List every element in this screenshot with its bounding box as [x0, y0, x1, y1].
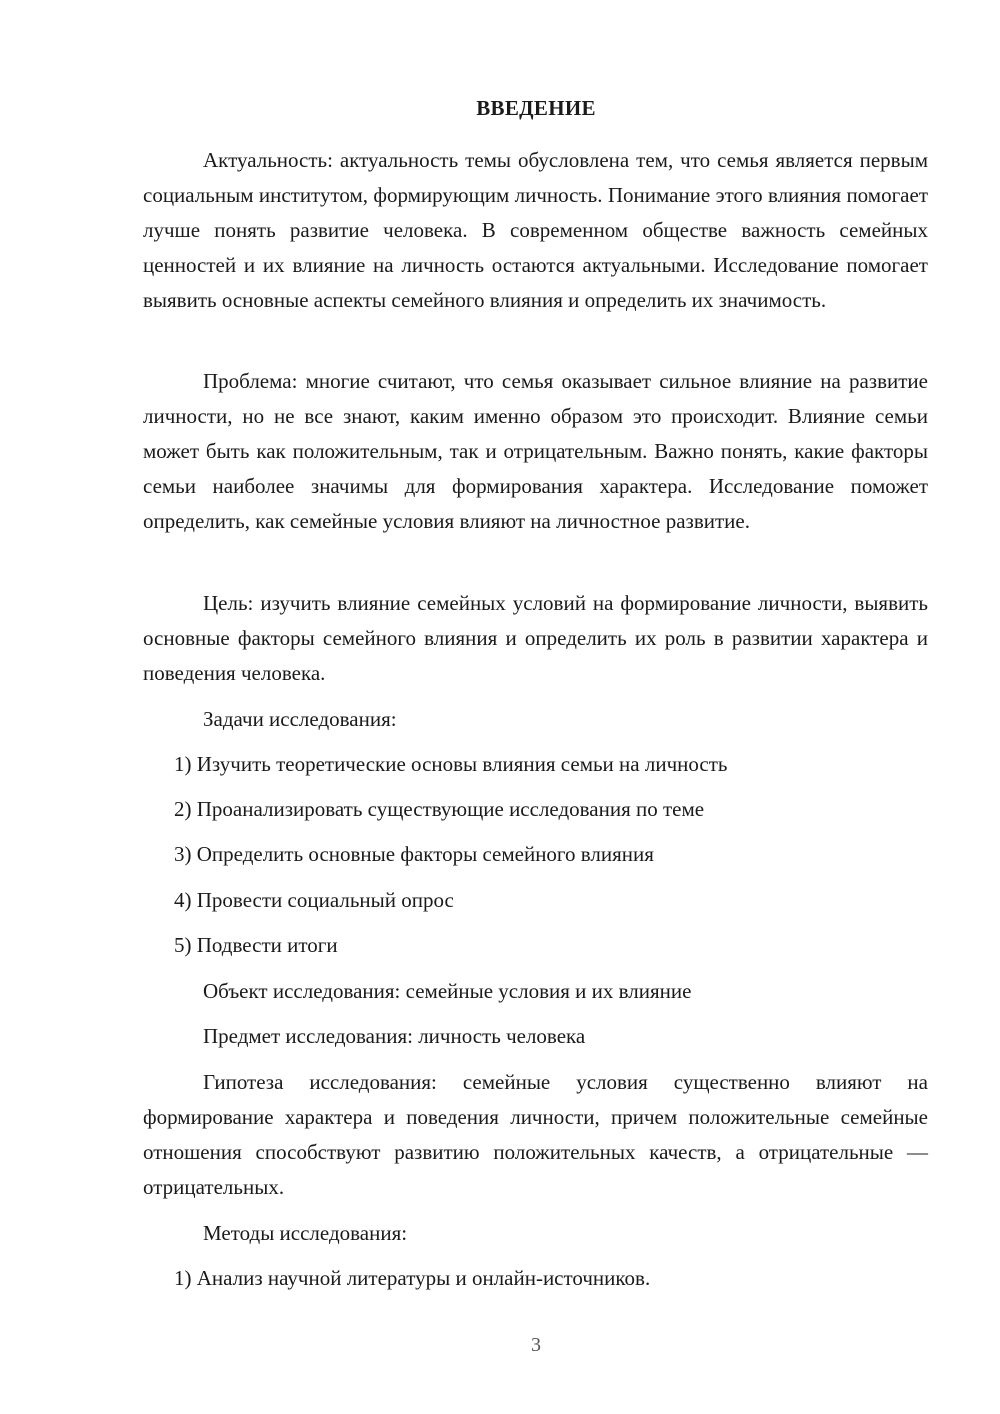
research-subject: Предмет исследования: личность человека — [203, 1024, 586, 1048]
goal-paragraph: Цель: изучить влияние семейных условий на формирование личности, выявить основные факторы семейного влияния и определить их роль в развитии характера и поведения человека. — [143, 591, 928, 685]
page-number: 3 — [531, 1334, 541, 1356]
problem-paragraph: Проблема: многие считают, что семья оказывает сильное влияние на развитие личности, но не все знают, каким именно образом это происходит. Влияние семьи может быть как положительным, так и отрицательным. Важно понять, какие факторы семьи наиболее значимы для формирования характера. Исследование поможет определить, как семейные условия влияют на личностное развитие. — [143, 369, 928, 533]
task-item-4: 4) Провести социальный опрос — [174, 888, 454, 912]
page-title: ВВЕДЕНИЕ — [476, 96, 596, 120]
task-item-3: 3) Определить основные факторы семейного влияния — [174, 842, 654, 866]
task-item-5: 5) Подвести итоги — [174, 933, 338, 957]
relevance-paragraph: Актуальность: актуальность темы обусловлена тем, что семья является первым социальным институтом, формирующим личность. Понимание этого влияния помогает лучше понять развитие человека. В современном обществе важность семейных ценностей и их влияние на личность остаются актуальными. Исследование помогает выявить основные аспекты семейного влияния и определить их значимость. — [143, 148, 928, 312]
hypothesis-paragraph: Гипотеза исследования: семейные условия существенно влияют на формирование характера и поведения личности, причем положительные семейные отношения способствуют развитию положительных качеств, а отрицательные — отрицательных. — [143, 1070, 928, 1199]
method-item-1: 1) Анализ научной литературы и онлайн-источников. — [174, 1266, 651, 1290]
task-item-2: 2) Проанализировать существующие исследования по теме — [174, 797, 705, 821]
methods-heading: Методы исследования: — [203, 1221, 408, 1245]
research-object: Объект исследования: семейные условия и их влияние — [203, 979, 692, 1003]
tasks-heading: Задачи исследования: — [203, 707, 397, 731]
task-item-1: 1) Изучить теоретические основы влияния семьи на личность — [174, 752, 728, 776]
